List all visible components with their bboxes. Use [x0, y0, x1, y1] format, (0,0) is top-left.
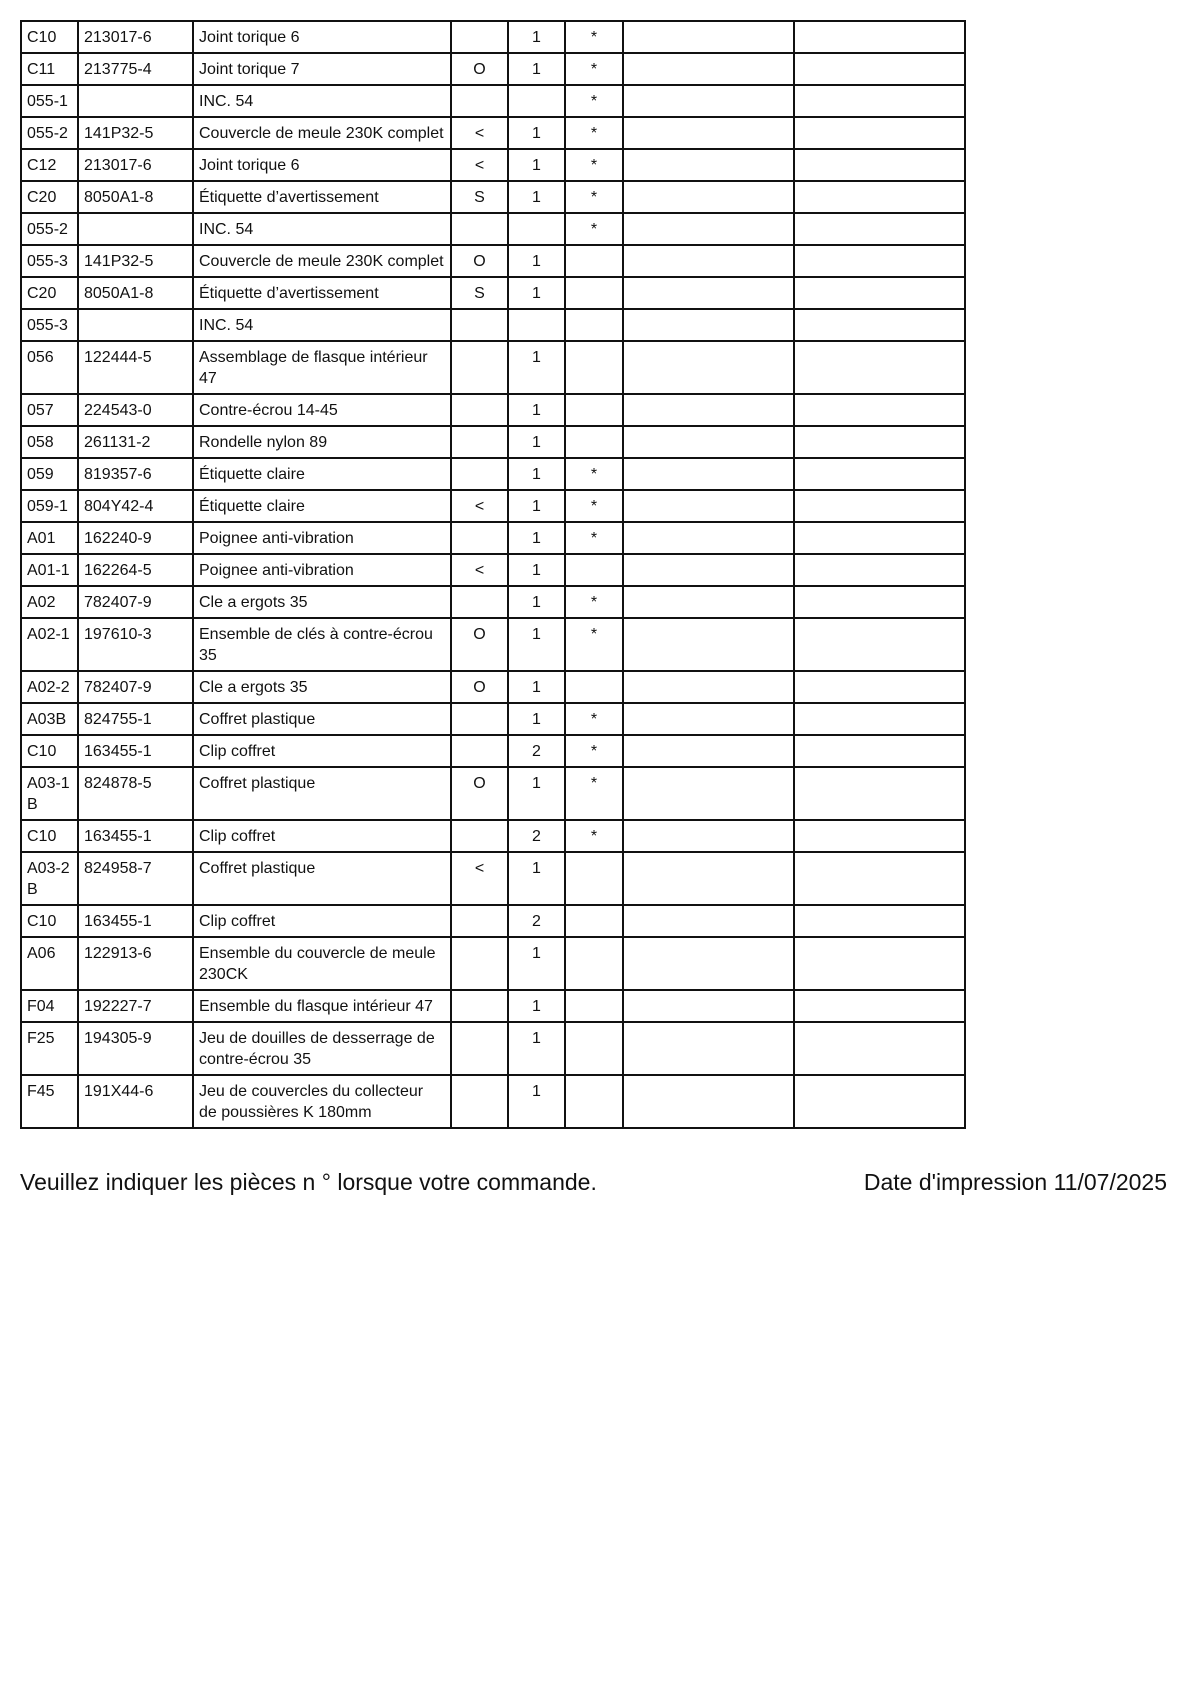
cell-description: Clip coffret: [193, 820, 451, 852]
cell-part-number: 804Y42-4: [78, 490, 193, 522]
cell-blank-1: [623, 85, 794, 117]
cell-quantity: 1: [508, 181, 565, 213]
cell-blank-1: [623, 852, 794, 905]
cell-item-number: C10: [21, 905, 78, 937]
cell-star: *: [565, 53, 623, 85]
cell-quantity: 1: [508, 767, 565, 820]
cell-mark: O: [451, 671, 508, 703]
cell-description: Ensemble du flasque intérieur 47: [193, 990, 451, 1022]
cell-quantity: [508, 85, 565, 117]
cell-star: [565, 671, 623, 703]
cell-blank-1: [623, 586, 794, 618]
cell-item-number: A02: [21, 586, 78, 618]
cell-star: *: [565, 213, 623, 245]
cell-part-number: [78, 213, 193, 245]
cell-star: *: [565, 735, 623, 767]
cell-blank-2: [794, 618, 965, 671]
cell-blank-2: [794, 905, 965, 937]
cell-blank-1: [623, 149, 794, 181]
cell-blank-1: [623, 671, 794, 703]
cell-mark: [451, 905, 508, 937]
cell-description: Étiquette d’avertissement: [193, 181, 451, 213]
cell-item-number: 055-1: [21, 85, 78, 117]
table-row: [21, 53, 965, 85]
cell-item-number: C12: [21, 149, 78, 181]
cell-star: [565, 554, 623, 586]
parts-table-body: [21, 21, 965, 1128]
cell-blank-1: [623, 735, 794, 767]
table-row: [21, 767, 965, 820]
cell-item-number: 055-3: [21, 309, 78, 341]
cell-description: Jeu de douilles de desserrage de contre-écrou 35: [193, 1022, 451, 1075]
cell-item-number: F45: [21, 1075, 78, 1128]
cell-quantity: 2: [508, 820, 565, 852]
table-row: [21, 341, 965, 394]
cell-blank-1: [623, 1022, 794, 1075]
cell-mark: [451, 1022, 508, 1075]
cell-description: INC. 54: [193, 309, 451, 341]
table-row: [21, 458, 965, 490]
cell-mark: O: [451, 245, 508, 277]
table-row: [21, 554, 965, 586]
cell-item-number: F04: [21, 990, 78, 1022]
cell-item-number: A03-1B: [21, 767, 78, 820]
cell-mark: [451, 341, 508, 394]
cell-part-number: 162240-9: [78, 522, 193, 554]
cell-description: Couvercle de meule 230K complet: [193, 117, 451, 149]
cell-part-number: [78, 85, 193, 117]
cell-part-number: [78, 309, 193, 341]
cell-quantity: 1: [508, 586, 565, 618]
cell-blank-1: [623, 213, 794, 245]
table-row: [21, 394, 965, 426]
cell-mark: [451, 21, 508, 53]
table-row: [21, 937, 965, 990]
cell-star: [565, 245, 623, 277]
table-row: [21, 586, 965, 618]
cell-part-number: 163455-1: [78, 820, 193, 852]
cell-description: Jeu de couvercles du collecteur de poussières K 180mm: [193, 1075, 451, 1128]
cell-quantity: 1: [508, 1022, 565, 1075]
cell-item-number: A06: [21, 937, 78, 990]
cell-quantity: 1: [508, 149, 565, 181]
cell-item-number: A02-2: [21, 671, 78, 703]
cell-part-number: 213775-4: [78, 53, 193, 85]
cell-quantity: 1: [508, 618, 565, 671]
cell-blank-1: [623, 53, 794, 85]
cell-mark: O: [451, 767, 508, 820]
cell-part-number: 261131-2: [78, 426, 193, 458]
cell-item-number: 057: [21, 394, 78, 426]
cell-mark: <: [451, 149, 508, 181]
cell-quantity: 2: [508, 905, 565, 937]
cell-quantity: 1: [508, 522, 565, 554]
cell-mark: [451, 820, 508, 852]
cell-blank-2: [794, 820, 965, 852]
cell-star: [565, 309, 623, 341]
cell-star: [565, 426, 623, 458]
cell-mark: [451, 309, 508, 341]
cell-blank-2: [794, 735, 965, 767]
cell-item-number: 056: [21, 341, 78, 394]
table-row: [21, 1022, 965, 1075]
cell-quantity: 2: [508, 735, 565, 767]
table-row: [21, 522, 965, 554]
cell-star: *: [565, 85, 623, 117]
cell-blank-2: [794, 703, 965, 735]
cell-description: Poignee anti-vibration: [193, 522, 451, 554]
table-row: [21, 490, 965, 522]
cell-quantity: 1: [508, 394, 565, 426]
cell-star: *: [565, 767, 623, 820]
cell-blank-1: [623, 490, 794, 522]
cell-description: Clip coffret: [193, 905, 451, 937]
cell-part-number: 191X44-6: [78, 1075, 193, 1128]
cell-mark: O: [451, 53, 508, 85]
cell-blank-1: [623, 554, 794, 586]
cell-part-number: 141P32-5: [78, 245, 193, 277]
table-row: [21, 117, 965, 149]
cell-blank-2: [794, 937, 965, 990]
cell-description: Étiquette claire: [193, 458, 451, 490]
cell-mark: [451, 458, 508, 490]
cell-item-number: A01-1: [21, 554, 78, 586]
cell-part-number: 162264-5: [78, 554, 193, 586]
cell-star: [565, 905, 623, 937]
cell-part-number: 8050A1-8: [78, 277, 193, 309]
cell-part-number: 163455-1: [78, 905, 193, 937]
table-row: [21, 735, 965, 767]
cell-mark: <: [451, 554, 508, 586]
table-row: [21, 671, 965, 703]
cell-part-number: 824878-5: [78, 767, 193, 820]
cell-blank-1: [623, 522, 794, 554]
cell-star: [565, 1075, 623, 1128]
cell-part-number: 782407-9: [78, 671, 193, 703]
cell-blank-2: [794, 245, 965, 277]
cell-item-number: C20: [21, 277, 78, 309]
table-row: [21, 852, 965, 905]
cell-mark: [451, 703, 508, 735]
cell-blank-1: [623, 181, 794, 213]
cell-blank-2: [794, 1075, 965, 1128]
cell-blank-1: [623, 21, 794, 53]
cell-blank-2: [794, 277, 965, 309]
cell-description: Cle a ergots 35: [193, 586, 451, 618]
cell-blank-2: [794, 426, 965, 458]
cell-part-number: 122913-6: [78, 937, 193, 990]
cell-part-number: 213017-6: [78, 149, 193, 181]
cell-description: INC. 54: [193, 85, 451, 117]
cell-star: [565, 990, 623, 1022]
cell-blank-2: [794, 309, 965, 341]
cell-mark: [451, 213, 508, 245]
cell-blank-2: [794, 586, 965, 618]
cell-blank-1: [623, 277, 794, 309]
cell-mark: [451, 394, 508, 426]
table-row: [21, 309, 965, 341]
cell-part-number: 163455-1: [78, 735, 193, 767]
cell-blank-1: [623, 820, 794, 852]
parts-table: [20, 20, 966, 1129]
cell-mark: [451, 990, 508, 1022]
cell-star: *: [565, 181, 623, 213]
cell-blank-2: [794, 149, 965, 181]
cell-star: *: [565, 490, 623, 522]
cell-blank-1: [623, 117, 794, 149]
cell-quantity: 1: [508, 245, 565, 277]
cell-description: Rondelle nylon 89: [193, 426, 451, 458]
cell-mark: [451, 426, 508, 458]
cell-description: Clip coffret: [193, 735, 451, 767]
cell-star: [565, 1022, 623, 1075]
cell-description: Joint torique 6: [193, 21, 451, 53]
cell-item-number: F25: [21, 1022, 78, 1075]
cell-mark: <: [451, 852, 508, 905]
cell-quantity: 1: [508, 117, 565, 149]
cell-mark: [451, 1075, 508, 1128]
cell-star: [565, 277, 623, 309]
cell-star: *: [565, 820, 623, 852]
cell-quantity: 1: [508, 426, 565, 458]
cell-mark: [451, 522, 508, 554]
cell-quantity: 1: [508, 703, 565, 735]
cell-item-number: 055-3: [21, 245, 78, 277]
cell-blank-1: [623, 245, 794, 277]
cell-star: *: [565, 703, 623, 735]
cell-item-number: 059-1: [21, 490, 78, 522]
cell-star: [565, 937, 623, 990]
cell-quantity: 1: [508, 21, 565, 53]
cell-mark: <: [451, 117, 508, 149]
cell-mark: [451, 85, 508, 117]
cell-quantity: 1: [508, 53, 565, 85]
cell-blank-1: [623, 458, 794, 490]
cell-item-number: 055-2: [21, 117, 78, 149]
cell-item-number: A02-1: [21, 618, 78, 671]
cell-item-number: C10: [21, 21, 78, 53]
cell-blank-2: [794, 117, 965, 149]
cell-part-number: 141P32-5: [78, 117, 193, 149]
cell-star: [565, 394, 623, 426]
cell-item-number: A01: [21, 522, 78, 554]
table-row: [21, 85, 965, 117]
cell-description: Poignee anti-vibration: [193, 554, 451, 586]
cell-description: Couvercle de meule 230K complet: [193, 245, 451, 277]
cell-blank-2: [794, 671, 965, 703]
cell-part-number: 8050A1-8: [78, 181, 193, 213]
cell-mark: S: [451, 277, 508, 309]
cell-part-number: 194305-9: [78, 1022, 193, 1075]
cell-star: *: [565, 149, 623, 181]
order-instruction-note: Veuillez indiquer les pièces n ° lorsque votre commande.: [20, 1169, 597, 1195]
cell-description: Joint torique 7: [193, 53, 451, 85]
cell-star: *: [565, 522, 623, 554]
cell-star: *: [565, 618, 623, 671]
cell-blank-2: [794, 522, 965, 554]
cell-star: *: [565, 586, 623, 618]
cell-quantity: 1: [508, 490, 565, 522]
cell-blank-2: [794, 767, 965, 820]
print-date: Date d'impression 11/07/2025: [863, 1169, 1167, 1195]
cell-description: Joint torique 6: [193, 149, 451, 181]
cell-item-number: 058: [21, 426, 78, 458]
table-row: [21, 213, 965, 245]
cell-part-number: 819357-6: [78, 458, 193, 490]
cell-blank-1: [623, 341, 794, 394]
table-row: [21, 245, 965, 277]
cell-description: Ensemble du couvercle de meule 230CK: [193, 937, 451, 990]
cell-item-number: A03-2B: [21, 852, 78, 905]
cell-quantity: [508, 213, 565, 245]
cell-star: *: [565, 117, 623, 149]
table-row: [21, 820, 965, 852]
cell-mark: O: [451, 618, 508, 671]
cell-item-number: C20: [21, 181, 78, 213]
cell-blank-1: [623, 1075, 794, 1128]
cell-blank-2: [794, 181, 965, 213]
cell-description: Contre-écrou 14-45: [193, 394, 451, 426]
cell-mark: [451, 937, 508, 990]
cell-blank-2: [794, 852, 965, 905]
cell-item-number: 059: [21, 458, 78, 490]
cell-part-number: 192227-7: [78, 990, 193, 1022]
cell-blank-2: [794, 1022, 965, 1075]
cell-quantity: 1: [508, 554, 565, 586]
cell-star: [565, 341, 623, 394]
table-row: [21, 618, 965, 671]
table-row: [21, 703, 965, 735]
cell-quantity: 1: [508, 937, 565, 990]
cell-blank-2: [794, 458, 965, 490]
cell-blank-2: [794, 213, 965, 245]
cell-part-number: 213017-6: [78, 21, 193, 53]
cell-item-number: C10: [21, 820, 78, 852]
cell-blank-1: [623, 426, 794, 458]
cell-star: *: [565, 21, 623, 53]
cell-description: Assemblage de flasque intérieur 47: [193, 341, 451, 394]
cell-description: Coffret plastique: [193, 703, 451, 735]
cell-part-number: 122444-5: [78, 341, 193, 394]
cell-quantity: 1: [508, 671, 565, 703]
cell-description: Coffret plastique: [193, 767, 451, 820]
cell-blank-1: [623, 309, 794, 341]
cell-quantity: 1: [508, 277, 565, 309]
cell-mark: [451, 586, 508, 618]
cell-blank-1: [623, 990, 794, 1022]
table-row: [21, 149, 965, 181]
table-row: [21, 990, 965, 1022]
cell-blank-1: [623, 937, 794, 990]
cell-description: Étiquette d’avertissement: [193, 277, 451, 309]
table-row: [21, 181, 965, 213]
cell-item-number: 055-2: [21, 213, 78, 245]
cell-part-number: 782407-9: [78, 586, 193, 618]
cell-quantity: 1: [508, 458, 565, 490]
cell-part-number: 197610-3: [78, 618, 193, 671]
cell-quantity: 1: [508, 1075, 565, 1128]
cell-part-number: 224543-0: [78, 394, 193, 426]
cell-blank-2: [794, 990, 965, 1022]
cell-blank-2: [794, 21, 965, 53]
cell-description: Coffret plastique: [193, 852, 451, 905]
cell-star: [565, 852, 623, 905]
cell-blank-2: [794, 554, 965, 586]
cell-item-number: A03B: [21, 703, 78, 735]
cell-blank-1: [623, 618, 794, 671]
cell-description: INC. 54: [193, 213, 451, 245]
cell-item-number: C11: [21, 53, 78, 85]
table-row: [21, 905, 965, 937]
cell-item-number: C10: [21, 735, 78, 767]
table-row: [21, 21, 965, 53]
cell-blank-2: [794, 341, 965, 394]
cell-blank-1: [623, 394, 794, 426]
cell-blank-2: [794, 490, 965, 522]
cell-quantity: 1: [508, 341, 565, 394]
cell-quantity: 1: [508, 990, 565, 1022]
cell-part-number: 824755-1: [78, 703, 193, 735]
table-row: [21, 1075, 965, 1128]
cell-mark: S: [451, 181, 508, 213]
cell-blank-1: [623, 767, 794, 820]
table-row: [21, 426, 965, 458]
cell-description: Étiquette claire: [193, 490, 451, 522]
cell-mark: <: [451, 490, 508, 522]
cell-blank-2: [794, 53, 965, 85]
cell-blank-2: [794, 85, 965, 117]
cell-blank-2: [794, 394, 965, 426]
cell-star: *: [565, 458, 623, 490]
cell-description: Ensemble de clés à contre-écrou 35: [193, 618, 451, 671]
cell-mark: [451, 735, 508, 767]
cell-blank-1: [623, 905, 794, 937]
cell-quantity: [508, 309, 565, 341]
cell-part-number: 824958-7: [78, 852, 193, 905]
cell-quantity: 1: [508, 852, 565, 905]
cell-description: Cle a ergots 35: [193, 671, 451, 703]
table-row: [21, 277, 965, 309]
cell-blank-1: [623, 703, 794, 735]
